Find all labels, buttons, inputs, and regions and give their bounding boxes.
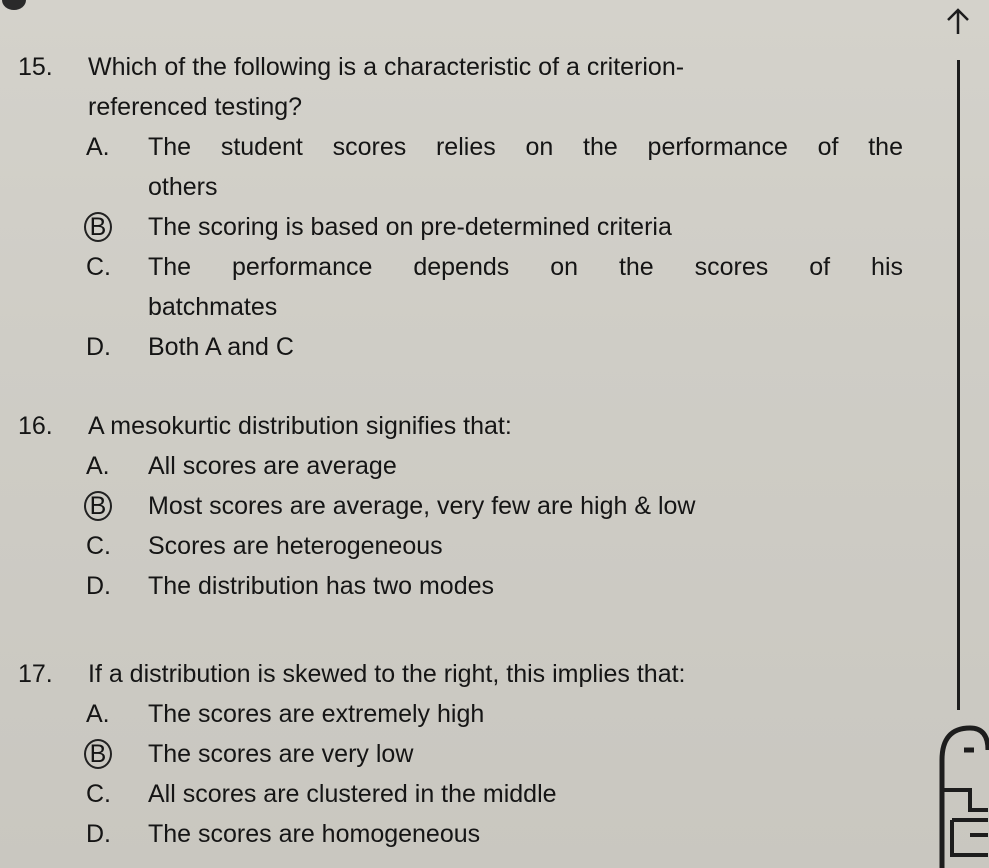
- question-17: [18, 654, 918, 854]
- option-b: [18, 207, 918, 247]
- option-letter: C.: [86, 253, 111, 281]
- option-letter-circled: [86, 734, 112, 774]
- option-letter: A.: [86, 133, 110, 161]
- option-text-line-1: Both A and C: [148, 333, 294, 361]
- answer-circle-mark: B: [84, 212, 112, 242]
- option-letter-circled: [86, 207, 112, 247]
- option-letter: D.: [86, 333, 111, 361]
- option-c: [18, 247, 918, 287]
- option-text-line-1: The performance depends on the scores of his: [148, 253, 903, 281]
- option-text-line-1: All scores are average: [148, 452, 397, 480]
- question-15: [18, 47, 918, 367]
- arrow-up-icon: [943, 6, 973, 42]
- option-a: [18, 127, 918, 167]
- option-text-line-2: others: [148, 173, 218, 201]
- option-b: [18, 734, 918, 774]
- question-stem: [18, 47, 918, 87]
- answer-circle-mark: B: [84, 739, 112, 769]
- option-letter: A.: [86, 700, 110, 728]
- option-text-line-1: The scoring is based on pre-determined criteria: [148, 213, 672, 241]
- option-letter: D.: [86, 572, 111, 600]
- option-a: [18, 694, 918, 734]
- option-letter: C.: [86, 532, 111, 560]
- option-letter: C.: [86, 780, 111, 808]
- answer-circle-mark: B: [84, 491, 112, 521]
- question-number: 15.: [18, 53, 53, 81]
- question-stem: [18, 654, 918, 694]
- option-text-line-1: The distribution has two modes: [148, 572, 495, 600]
- question-stem: [18, 406, 918, 446]
- question-text-line-1: A mesokurtic distribution signifies that:: [88, 412, 512, 440]
- option-d: [18, 814, 918, 854]
- option-letter-circled: [86, 486, 112, 526]
- option-text-line-1: The scores are homogeneous: [148, 820, 481, 848]
- option-letter: D.: [86, 820, 111, 848]
- option-text-line-1: Scores are heterogeneous: [148, 532, 443, 560]
- question-text-line-2: referenced testing?: [88, 93, 303, 121]
- option-c: [18, 526, 918, 566]
- edge-scribble-icon: [930, 720, 989, 868]
- option-text-line-1: The scores are very low: [148, 740, 414, 768]
- option-d: [18, 327, 918, 367]
- question-16: [18, 406, 918, 606]
- option-letter: A.: [86, 452, 110, 480]
- question-number: 16.: [18, 412, 53, 440]
- option-text-line-1: The student scores relies on the performance of the: [148, 133, 903, 161]
- binder-ring-icon: [2, 0, 26, 10]
- option-b: [18, 486, 918, 526]
- question-text-line-1: Which of the following is a characteristic of a criterion-: [88, 53, 685, 81]
- question-text-line-1: If a distribution is skewed to the right, this implies that:: [88, 660, 686, 688]
- margin-rule: [957, 60, 960, 710]
- option-text-line-1: All scores are clustered in the middle: [148, 780, 557, 808]
- option-d: [18, 566, 918, 606]
- option-text-line-1: Most scores are average, very few are high & low: [148, 492, 696, 520]
- option-c: [18, 774, 918, 814]
- option-a: [18, 446, 918, 486]
- option-text-line-1: The scores are extremely high: [148, 700, 485, 728]
- question-number: 17.: [18, 660, 53, 688]
- option-text-line-2: batchmates: [148, 293, 278, 321]
